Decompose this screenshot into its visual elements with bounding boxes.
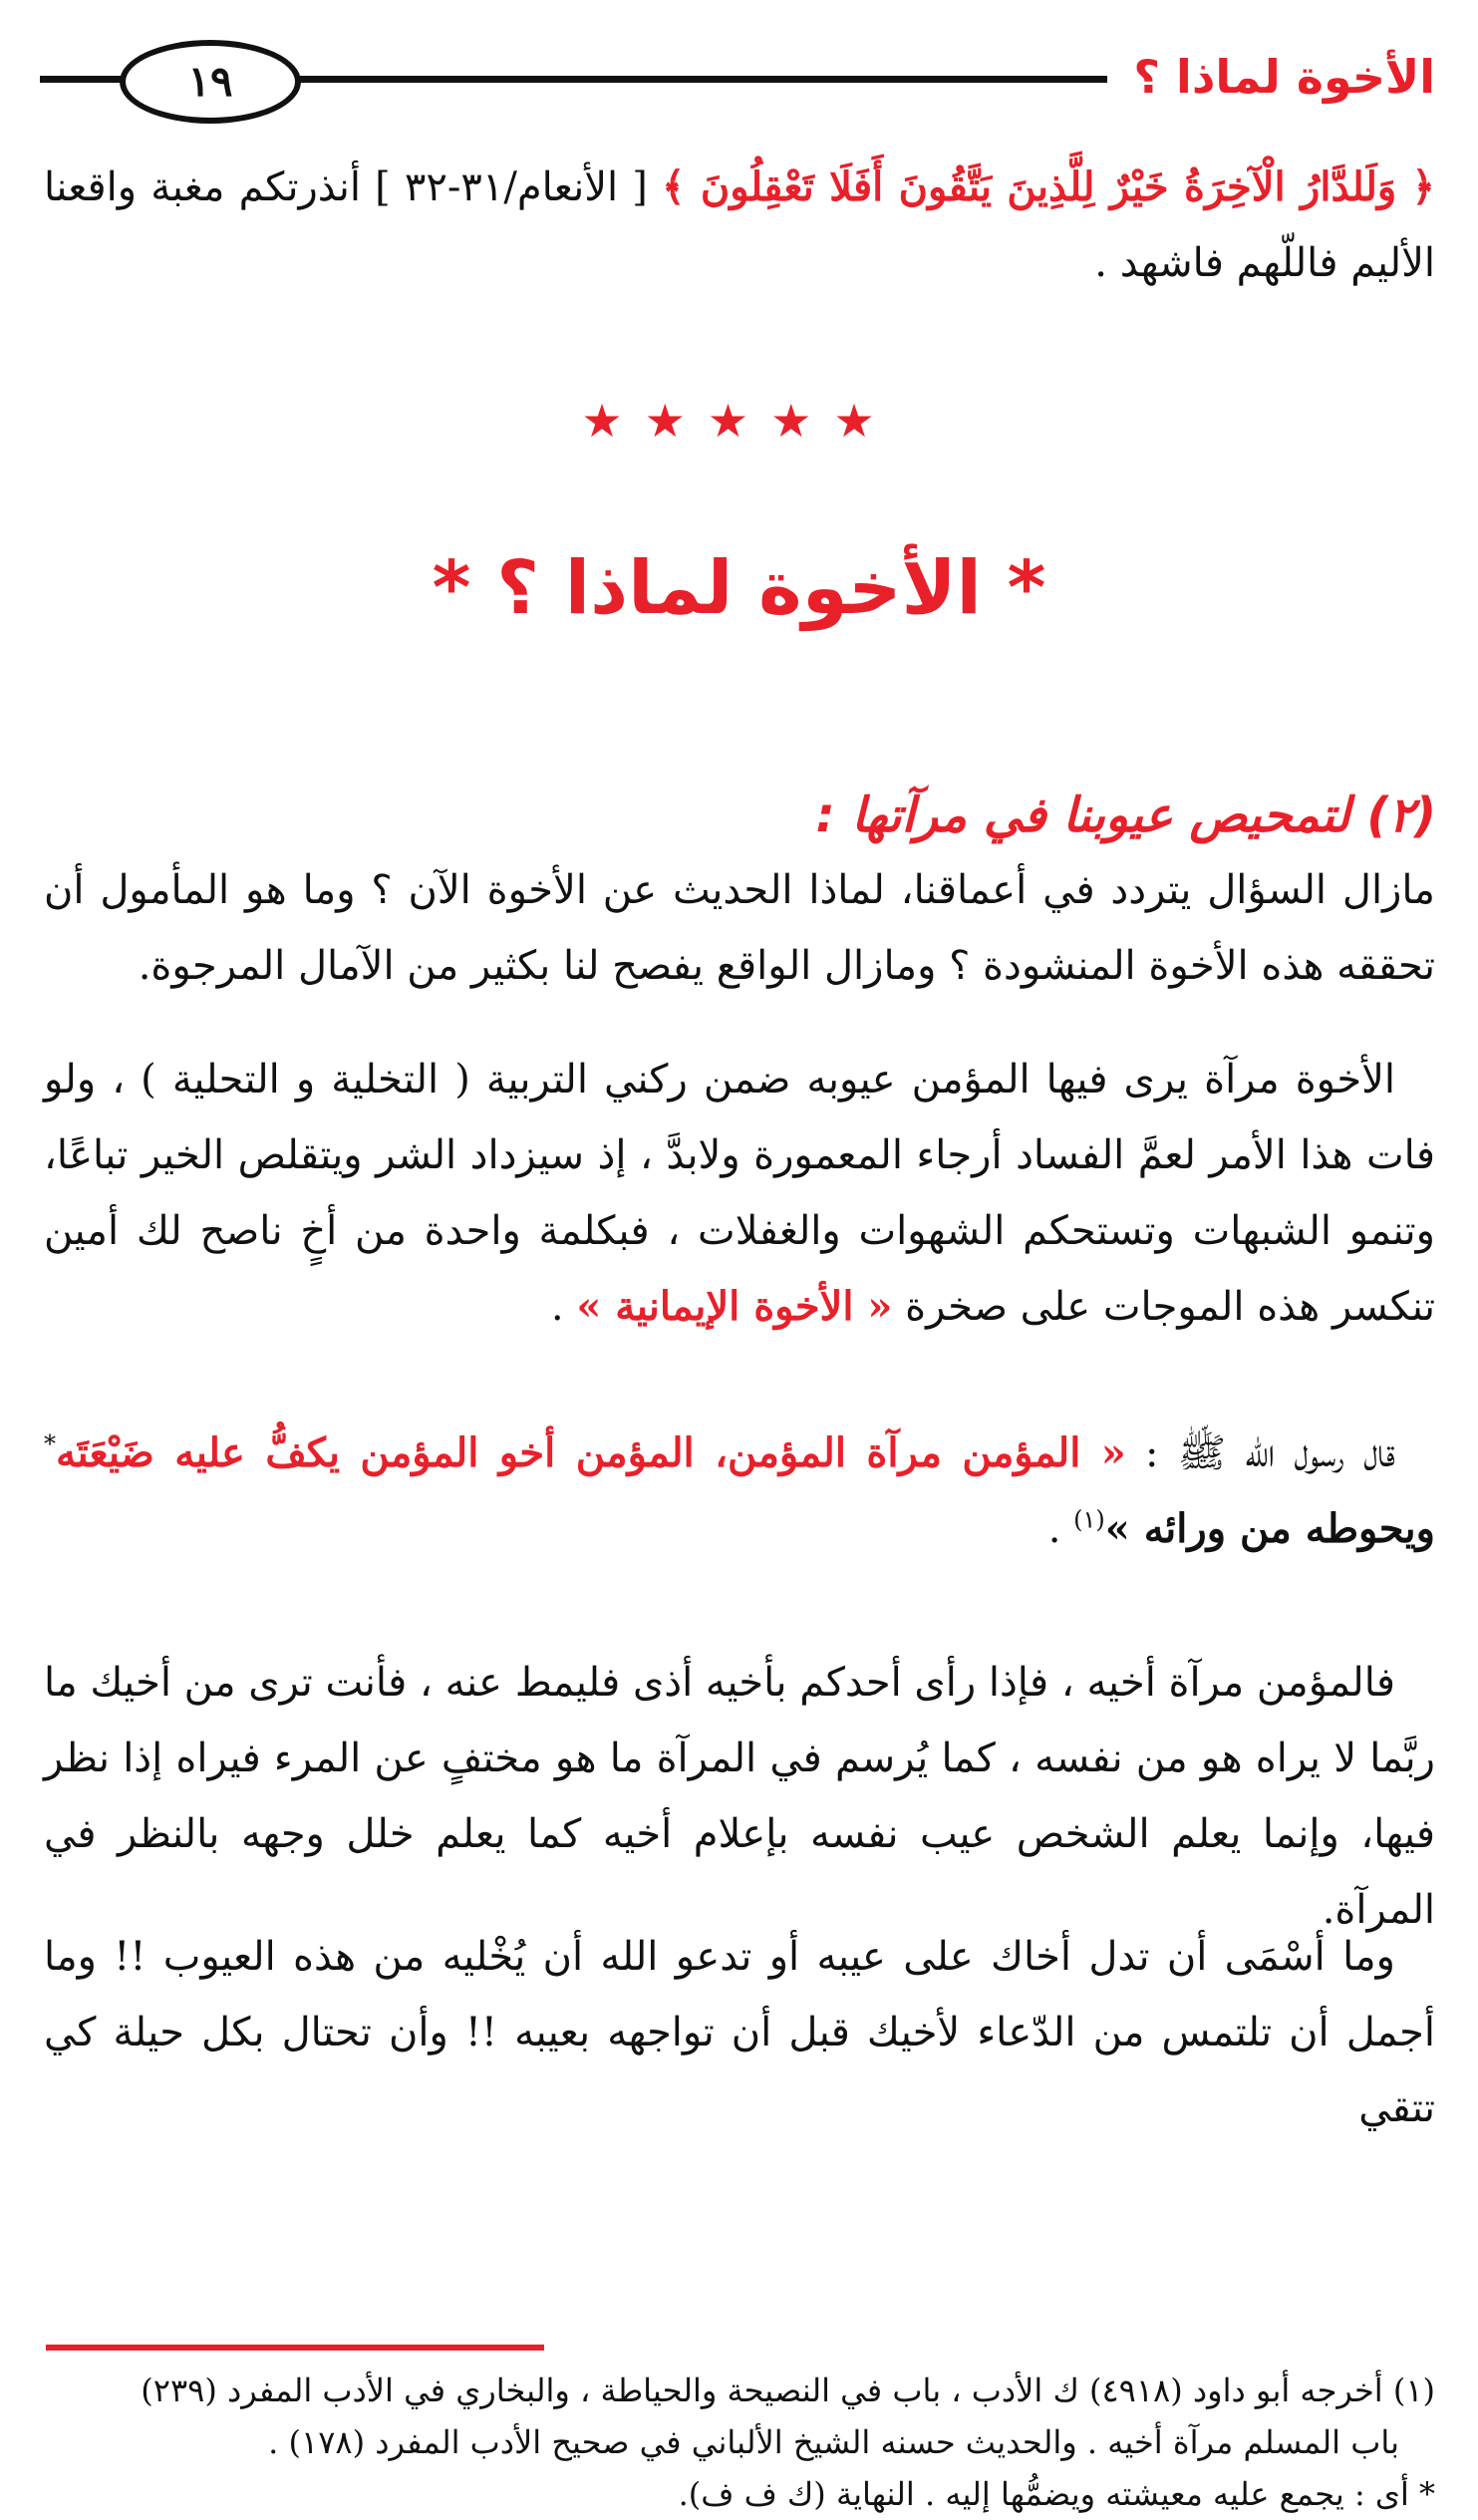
paragraph-2-text: الأخوة مرآة يرى فيها المؤمن عيوبه ضمن ركني التربية ( التخلية و التحلية ) ، ولو فات هذا الأمر لعمَّ الفساد أرجاء المعمورة ولابدَّ ، إذ سيزداد الشر ويتقلص الخير تباعًا، وتنمو الشبهات وتستحكم الشهوات والغفلات ، فبكلمة واحدة من أخٍ ناصح لك أمين تنكسر هذه الموجات على صخرة: [44, 1057, 1435, 1330]
paragraph-2-end: .: [550, 1284, 564, 1330]
footnote-2: * أى : يجمع عليه معيشته ويضمُّها إليه . النهاية (ك ف ف).: [678, 2475, 1435, 2513]
quran-verse: ﴿ وَلَلدَّارُ الْآخِرَةُ خَيْرٌ لِلَّذِينَ يَتَّقُونَ أَفَلَا تَعْقِلُونَ ﴾: [662, 163, 1435, 210]
paragraph-2: [44, 1042, 1435, 1345]
verse-citation: [ الأنعام/٣١-٣٢ ]: [375, 164, 648, 210]
hadith-end: .: [1047, 1506, 1074, 1552]
running-title: الأخوة لماذا ؟: [1107, 42, 1435, 112]
star-separator: ★★★★★: [581, 394, 897, 448]
intro-paragraph: [44, 150, 1435, 301]
page-number: ١٩: [120, 40, 301, 124]
hadith-text: « المؤمن مرآة المؤمن، المؤمن أخو المؤمن يكفُّ عليه ضَيْعَتَه: [56, 1429, 1126, 1476]
intro-text: أنذرتكم مغبة واقعنا الأليم فاللّهم فاشهد .: [44, 164, 1435, 286]
paragraph-2-highlight: « الأخوة الإيمانية »: [576, 1283, 893, 1330]
footnotes: [44, 2364, 1435, 2520]
section-heading: (٢) لتمحيص عيوبنا في مرآتها :: [815, 788, 1436, 843]
footnote-1-line-2: باب المسلم مرآة أخيه . والحديث حسنه الشيخ الألباني في صحيح الأدب المفرد (١٧٨) .: [268, 2423, 1399, 2461]
paragraph-4: فالمؤمن مرآة أخيه ، فإذا رأى أحدكم بأخيه أذى فليمط عنه ، فأنت ترى من أخيك ما ربَّما لا يراه هو من نفسه ، كما يُرسم في المرآة ما هو مختفٍ عن المرء فيراه إذا نظر فيها، وإنما يعلم الشخص عيب نفسه بإعلام أخيه كما يعلم خلل وجهه بالنظر في المرآة.: [44, 1660, 1436, 1933]
footnote-rule: [46, 2345, 544, 2351]
footnote-star-marker: *: [44, 1429, 56, 1458]
page-header: [40, 40, 1435, 120]
chapter-title: * الأخوة لماذا ؟ *: [432, 545, 1046, 631]
hadith-lead: قال رسول الله ﷺ :: [1125, 1430, 1395, 1476]
paragraph-3-hadith: [44, 1416, 1435, 1567]
hadith-text-end: ويحوطه من ورائه »: [1104, 1505, 1435, 1552]
footnote-ref-1: (١): [1073, 1505, 1105, 1534]
paragraph-5: وما أسْمَى أن تدل أخاك على عيبه أو تدعو الله أن يُخْليه من هذه العيوب !! وما أجمل أن تلتمس من الدّعاء لأخيك قبل أن تواجهه بعيبه !! وأن تحتال بكل حيلة كي تتقي: [44, 1934, 1435, 2131]
footnote-1-line-1: (١) أخرجه أبو داود (٤٩١٨) ك الأدب ، باب في النصيحة والحياطة ، والبخاري في الأدب المفرد (٢٣٩): [141, 2371, 1435, 2409]
paragraph-1: مازال السؤال يتردد في أعماقنا، لماذا الحديث عن الأخوة الآن ؟ وما هو المأمول أن تحققه هذه الأخوة المنشودة ؟ ومازال الواقع يفصح لنا بكثير من الآمال المرجوة.: [44, 867, 1435, 989]
